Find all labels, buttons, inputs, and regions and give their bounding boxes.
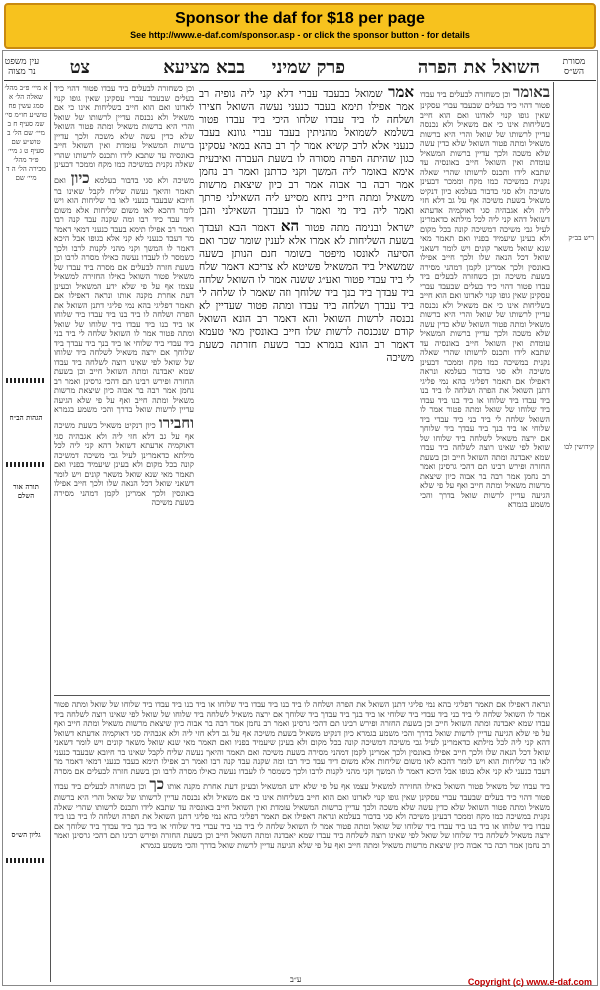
tosafot-opening-word: כיון	[70, 168, 90, 187]
bottom-commentary	[54, 700, 550, 970]
chapter-name: השואל את הפרה	[417, 57, 540, 78]
sponsor-title[interactable]: Sponsor the daf for $18 per page	[175, 10, 425, 27]
hagahot-label: הגהות הב״ח	[9, 413, 43, 422]
gemara-text: שמואל בבעבד עברי דלא קני ליה גופיה רב אמר אפילו תימא בעבד כנעני נעשה השואל חצירו ושלחה לו ביד עבדו שלחו היכי ביד עבדו פטור בשלמא לשמואל מהניתין בעבד עברי גוונא בעבד כנעני אלא לרב קשיא אמר לך רב בהא במאי עסקינן כגון שהיתה הפרה מסורה לו בשעת העברה ואיבעית אימא באומר ליה המשך וקני כדתנן ואמר רב נחמן אמר רבה בר אבוה אמר רב כיון שיצאת מרשות משאיל ומתה חייב ניחא מסייע ליה השאילני פרתך ואמר ליה ביד מי ואמר לו בעבדך השאילני והבן ישראל ובנימה מתה פטור	[199, 88, 414, 234]
rashi-text: וכן כשחזרה לבעלים ביד עבדו פטור דהוי כיד בעלים שבעבד עברי עסקינן שאין גופו קנוי לאדונו ואם הוא חייב בשליחות אינו כי אם משאיל ולא נכנסה עדיין לרשותו של שואל והרי היא ברשות משאיל ומתה פטור השואל שלא כדין עשה שלא משכה ולכך עדיין ברשות המשאיל עומדת ואין השואל חייב באונסיה עד שתבא לידו ותכנס לרשותו שהרי שאלה נקנית במשיכה כמו מקח וממכר דבעינן משיכה ולא סגי בדבור בעלמא	[420, 90, 550, 196]
page-number: צט	[69, 57, 90, 78]
gemara-column	[199, 84, 414, 690]
ornament-divider	[6, 858, 46, 863]
gemara-opening-word: אמר	[388, 84, 414, 101]
bottom-text: ואם תאמר והיאך נעשה שליח לקבל שאינו בר חיובא שבעבד כנעני לאו בר שליחות הוא ויש לומר דהכא לאו משום שליחות אלא משום דיד עבד כיד רבו ומה שקנה עבד קנה רבו ואמר רב אפילו תימא בעבד כנעני דמאי דאמר מר דעבד כנעני לא קני אלא בגופו אבל היכא דאמר לו המשך וקני מהני לקנות לרבו ולכך כשמסר לו לעבדו נעשה כאילו מסרה לרבו וכן בשעת חזרה לבעלים אם מסרה ביד עבדו של משאיל פטור השואל כאילו החזירה למשאיל עצמו אף על פי שלא ידע המשאיל ובעינן דעת אחרת מקנה אותו	[54, 747, 550, 791]
right-margin	[554, 84, 594, 784]
tosafot-text: ואם תאמר והיאך נעשה שליח לקבל שאינו בר חיובא שבעבד כנעני לאו בר שליחות הוא ויש לומר דהכא לאו משום שליחות אלא משום דיד עבד כיד רבו ומה שקנה עבד קנה רבו ואמר רב אפילו תימא בעבד כנעני דמאי דאמר מר דעבד כנעני לא קני אלא בגופו אבל היכא דאמר לו המשך וקני מהני לקנות לרבו ולכך כשמסר לו לעבדו נעשה כאילו מסרה לרבו וכן בשעת חזרה לבעלים אם מסרה ביד עבדו של משאיל פטור השואל כאילו החזירה למשאיל עצמו אף על פי שלא ידע המשאיל ובעינן דעת אחרת מקנה אותו	[54, 175, 194, 300]
bottom-text: ונראה דאפילו אם תאמר דפליגי בהא נמי פליגי דתנן השואל את הפרה ושלחה לו ביד בנו ביד עבדו ביד שלוחו או ביד בנו ביד עבדו ביד שלוחו של שואל ומתה פטור אמר לו השואל שלחה לי ביד בני ביד עבדי ביד שלוחי או ביד בנך ביד עבדך ביד שלוחך אם ירצה משאיל לשלחה ביד שלוחו של שואל לפי שאינו רוצה לשלחה ביד עבדו שמא יאבדנה ומתה השואל חייב וכן בשעת החזרה ופירש רבינו תם דהכי גרסינן ואמר רב נחמן אמר רבה בר אבוה כיון שיצאת מרשות משאיל ומתה חייב ואף על פי שלא הגיעה עדיין לרשות שואל בדרך והכי משמע בגמרא	[54, 812, 550, 850]
tosafot-text: ונראה דאפילו אם תאמר דפליגי בהא נמי פליגי דתנן השואל את הפרה ושלחה לו ביד בנו ביד עבדו ביד שלוחו או ביד בנו ביד עבדו ביד שלוחו של שואל ומתה פטור אמר לו השואל שלחה לי ביד בני ביד עבדי ביד שלוחי או ביד בנך ביד עבדך ביד שלוחך אם ירצה משאיל לשלחה ביד שלוחו של שואל לפי שאינו רוצה לשלחה ביד עבדו שמא יאבדנה ומתה השואל חייב וכן בשעת החזרה ופירש רבינו תם דהכי גרסינן ואמר רב נחמן אמר רבה בר אבוה כיון שיצאת מרשות משאיל ומתה חייב ואף על פי שלא הגיעה עדיין לרשות שואל בדרך והכי משמע בגמרא	[54, 291, 194, 414]
left-margin	[4, 84, 48, 964]
ein-mishpat-text: א מיי׳ פ״ב מהל׳ שאלה הל׳ א סמג עשין פח טוש״ע חו״מ סי׳ שמ סעיף ח ב מיי׳ שם הל׳ ב טוש״ע שם סעיף ט ג מיי׳ פ״ד מהל׳ מכירה הל׳ ה ד מיי׳ שם	[4, 84, 48, 182]
ornament-divider	[6, 378, 46, 383]
gilyon-label: גליון הש״ס	[11, 830, 41, 839]
page-header	[0, 55, 600, 79]
rashi-column	[420, 84, 550, 690]
gemara-text: דאמר הבא ועבדך בשעת השליחות לא אמרו אלא לענין שומר שכר ואם הסיעה לאונסו מיפטר בשומר חנם הנותן בשעה שמשאיל ביד המשאיל פשיטא לא צריכא דאמר שלח לי ביד עבדי פטור ואע״ג ששנה אמר לו השואל שלחה ביד עבדך ביד בנך ביד שלוחך וזה שאמר לו שלחה לי ביד עבדך ושלחה ביד עבדו ומתה פטור שעדיין לא נכנסה לרשות השואל והא דאמר רב הונא השואל קודם שנכנסה לרשות שלו חייב באונסין מאי טעמא דאמר רב הונא בגמרא כבר כשעת חזרתה כשעת משיכה	[199, 222, 414, 364]
bottom-opening-word: כך	[149, 775, 165, 793]
tosafot-text: וכן כשחזרה לבעלים ביד עבדו פטור דהוי כיד בעלים שבעבד עברי עסקינן שאין גופו קנוי לאדונו ואם הוא חייב בשליחות אינו כי אם משאיל ולא נכנסה עדיין לרשותו של שואל והרי היא ברשות משאיל ומתה פטור השואל שלא כדין עשה שלא משכה ולכך עדיין ברשות המשאיל עומדת ואין השואל חייב באונסיה עד שתבא לידו ותכנס לרשותו שהרי שאלה נקנית במשיכה כמו מקח וממכר דבעינן משיכה ולא סגי בדבור בעלמא	[54, 84, 194, 185]
bottom-text: ונראה דאפילו אם תאמר דפליגי בהא נמי פליגי דתנן השואל את הפרה ושלחה לו ביד בנו ביד עבדו ביד שלוחו או ביד בנו ביד עבדו ביד שלוחו של שואל ומתה פטור אמר לו השואל שלחה לי ביד בני ביד עבדי ביד שלוחי או ביד בנך ביד עבדך ביד שלוחך אם ירצה משאיל לשלחה ביד שלוחו של שואל לפי שאינו רוצה לשלחה ביד עבדו שמא יאבדנה ומתה השואל חייב וכן בשעת החזרה ופירש רבינו תם דהכי גרסינן ואמר רב נחמן אמר רבה בר אבוה כיון שיצאת מרשות משאיל ומתה חייב ואף על פי שלא הגיעה עדיין לרשות שואל בדרך והכי משמע בגמרא	[54, 700, 550, 738]
margin-note: ריש בב״ק	[568, 234, 594, 242]
sponsor-subtitle[interactable]: See http://www.e-daf.com/sponsor.asp - or click the sponsor button - for details	[130, 30, 470, 40]
chapter-number: פרק שמיני	[271, 57, 345, 78]
rashi-opening-word: באומר	[513, 84, 550, 101]
copyright-link[interactable]: Copyright (c) www.e-daf.com	[467, 977, 592, 987]
bottom-text: כיון דנקיט משאיל בשעת משיכה אף על גב דלא חזי ליה ולא אגבהיה סגי דאוקמיה אדעתא דשואל דהא קני ליה לכל מילתא כדאמרינן לעיל גבי משיכה דמשיכה קונה בכל מקום ולא בעינן שיעמיד בפניו ואם תאמר מאי שנא שואל משאר קונים ויש לומר דשאני שואל דכל הנאה שלו ולכך חייב אפילו באונסין ולכך אמרינן לקמן דמהני מסירה בשעת משיכה	[54, 728, 550, 757]
rashi-text: וכן כשחזרה לבעלים ביד עבדו פטור דהוי כיד בעלים שבעבד עברי עסקינן שאין גופו קנוי לאדונו ואם הוא חייב בשליחות אינו כי אם משאיל ולא נכנסה עדיין לרשותו של שואל והרי היא ברשות משאיל ומתה פטור השואל שלא כדין עשה שלא משכה ולכך עדיין ברשות המשאיל עומדת ואין השואל חייב באונסיה עד שתבא לידו ותכנס לרשותו שהרי שאלה נקנית במשיכה כמו מקח וממכר דבעינן משיכה ולא סגי בדבור בעלמא	[420, 272, 550, 376]
tosafot-text: כיון דנקיט משאיל בשעת משיכה אף על גב דלא חזי ליה ולא אגבהיה סגי דאוקמיה אדעתא דשואל דהא קני ליה לכל מילתא כדאמרינן לעיל גבי משיכה דמשיכה קונה בכל מקום ולא בעינן שיעמיד בפניו ואם תאמר מאי שנא שואל משאר קונים ויש לומר דשאני שואל דכל הנאה שלו ולכך חייב אפילו באונסין ולכך אמרינן לקמן דמהני מסירה בשעת משיכה	[54, 420, 194, 507]
right-margin-divider	[553, 82, 554, 982]
gemara-keyword: הא	[280, 217, 300, 235]
rashi-text: כיון דנקיט משאיל בשעת משיכה אף על גב דלא חזי ליה ולא אגבהיה סגי דאוקמיה אדעתא דשואל דהא קני ליה לכל מילתא כדאמרינן לעיל גבי משיכה דמשיכה קונה בכל מקום ולא בעינן שיעמיד בפניו ואם תאמר מאי שנא שואל משאר קונים ויש לומר דשאני שואל דכל הנאה שלו ולכך חייב אפילו באונסין ולכך אמרינן לקמן דמהני מסירה בשעת משיכה	[420, 186, 550, 281]
ornament-divider	[6, 462, 46, 467]
margin-note: קידושין לבו	[564, 443, 594, 451]
tractate-name: בבא מציעא	[163, 57, 245, 78]
bottom-text: וכן כשחזרה לבעלים ביד עבדו פטור דהוי כיד בעלים שבעבד עברי עסקינן שאין גופו קנוי לאדונו ואם הוא חייב בשליחות אינו כי אם משאיל ולא נכנסה עדיין לרשותו של שואל והרי היא ברשות משאיל ומתה פטור השואל שלא כדין עשה שלא משכה ולכך עדיין ברשות המשאיל עומדת ואין השואל חייב באונסיה עד שתבא לידו ותכנס לרשותו שהרי שאלה נקנית במשיכה כמו מקח וממכר דבעינן משיכה ולא סגי בדבור בעלמא	[54, 782, 550, 821]
torah-or-label: תורה אור השלם	[13, 482, 39, 500]
mesorat-label: מסורת הש״ס	[562, 57, 586, 77]
sponsor-banner[interactable]	[4, 3, 596, 49]
page-reference: ע״ב	[290, 975, 302, 984]
rashi-text: ונראה דאפילו אם תאמר דפליגי בהא נמי פליגי דתנן השואל את הפרה ושלחה לו ביד בנו ביד עבדו ביד שלוחו או ביד בנו ביד עבדו ביד שלוחו של שואל ומתה פטור אמר לו השואל שלחה לי ביד בני ביד עבדי ביד שלוחי או ביד בנך ביד עבדך ביד שלוחך אם ירצה משאיל לשלחה ביד שלוחו של שואל לפי שאינו רוצה לשלחה ביד עבדו שמא יאבדנה ומתה השואל חייב וכן בשעת החזרה ופירש רבינו תם דהכי גרסינן ואמר רב נחמן אמר רבה בר אבוה כיון שיצאת מרשות משאיל ומתה חייב ואף על פי שלא הגיעה עדיין לרשות שואל בדרך והכי משמע בגמרא	[420, 367, 550, 509]
tosafot-column	[54, 84, 194, 690]
left-margin-divider	[50, 82, 51, 982]
header-rule	[4, 80, 596, 81]
ein-mishpat-label: עין משפט נר מצוה	[4, 57, 40, 77]
chaveiro-word: וחבירו	[158, 413, 194, 432]
bottom-divider	[54, 695, 550, 696]
